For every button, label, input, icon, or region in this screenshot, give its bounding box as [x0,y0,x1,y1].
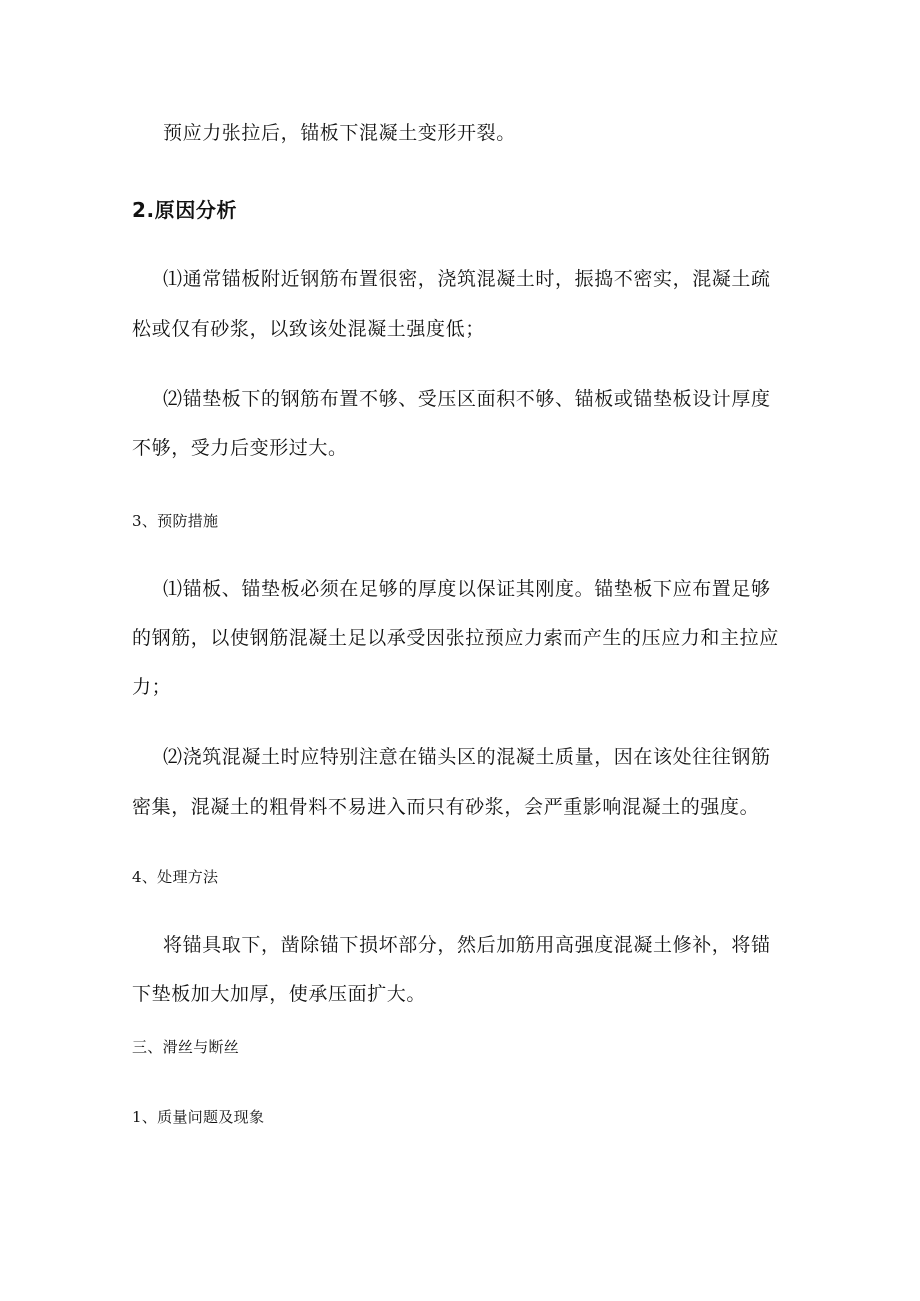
section-2-item-1-line-1: ⑴通常锚板附近钢筋布置很密，浇筑混凝土时，振捣不密实，混凝土疏 [163,268,771,290]
section-3-item-1-line-3: 力； [132,676,172,698]
section-2-item-1-line-2: 松或仅有砂浆，以致该处混凝土强度低； [132,318,485,340]
section-3-item-2-line-2: 密集，混凝土的粗骨料不易进入而只有砂浆，会严重影响混凝土的强度。 [132,796,760,818]
chapter-3-heading: 三、滑丝与断丝 [132,1038,240,1056]
intro-paragraph: 预应力张拉后，锚板下混凝土变形开裂。 [163,122,516,144]
section-3-item-1-line-1: ⑴锚板、锚垫板必须在足够的厚度以保证其刚度。锚垫板下应布置足够 [163,578,771,600]
section-2-heading: 2.原因分析 [132,198,238,222]
section-4-paragraph-line-1: 将锚具取下，凿除锚下损坏部分，然后加筋用高强度混凝土修补，将锚 [163,934,771,956]
section-3-heading: 3、预防措施 [132,512,219,530]
section-4-heading: 4、处理方法 [132,868,219,886]
section-2-item-2-line-1: ⑵锚垫板下的钢筋布置不够、受压区面积不够、锚板或锚垫板设计厚度 [163,388,771,410]
section-3-item-1-line-2: 的钢筋，以使钢筋混凝土足以承受因张拉预应力索而产生的压应力和主拉应 [132,627,779,649]
subsection-1-heading: 1、质量问题及现象 [132,1108,265,1126]
section-4-paragraph-line-2: 下垫板加大加厚，使承压面扩大。 [132,983,427,1005]
section-3-item-2-line-1: ⑵浇筑混凝土时应特别注意在锚头区的混凝土质量，因在该处往往钢筋 [163,746,771,768]
section-2-item-2-line-2: 不够，受力后变形过大。 [132,437,348,459]
